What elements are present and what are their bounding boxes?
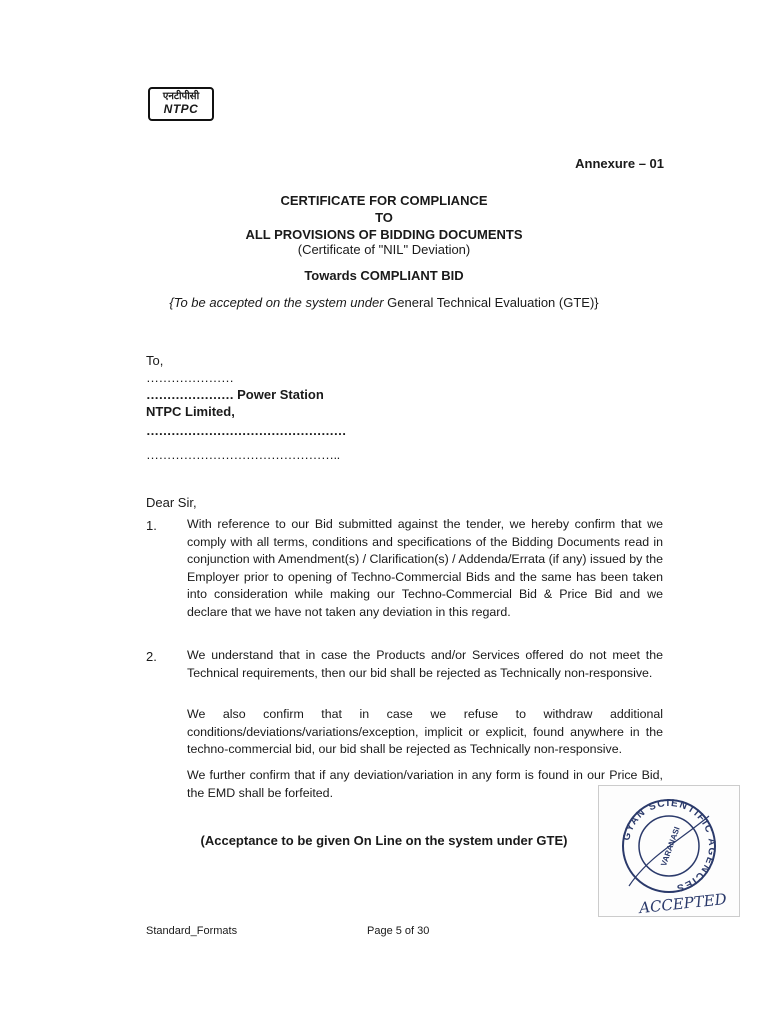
address-line-2-text: Power Station	[233, 387, 324, 402]
footer-page-number: Page 5 of 30	[367, 925, 430, 937]
ntpc-logo	[148, 87, 214, 121]
title-line-3: ALL PROVISIONS OF BIDDING DOCUMENTS	[245, 227, 523, 242]
item-2-paragraph-1: We understand that in case the Products and/or Services offered do not meet the Technical requirements, then our bid shall be rejected as Technically non-responsive.	[187, 648, 663, 680]
title-line-2: TO	[375, 210, 393, 225]
stamp-center-text: VARANASI	[659, 825, 682, 868]
salutation: Dear Sir,	[146, 495, 197, 510]
title-line-1: CERTIFICATE FOR COMPLIANCE	[280, 193, 488, 208]
address-line-1: …………………	[146, 370, 234, 385]
address-to: To,	[146, 353, 164, 368]
stamp-handwritten-text: ACCEPTED	[638, 890, 728, 916]
certificate-title	[0, 192, 768, 243]
item-2-number: 2.	[146, 649, 157, 664]
address-line-2	[146, 386, 324, 403]
gte-note	[0, 295, 768, 310]
certificate-subtitle: (Certificate of "NIL" Deviation)	[297, 242, 471, 257]
acceptance-note: (Acceptance to be given On Line on the system under GTE)	[200, 833, 568, 848]
gte-note-italic: {To be accepted on the system under	[169, 295, 384, 310]
logo-hindi-text: एनटीपीसी	[162, 91, 200, 102]
gte-note-rest: General Technical Evaluation (GTE)}	[383, 295, 599, 310]
item-1-paragraph-1: With reference to our Bid submitted against the tender, we hereby confirm that we comply with all terms, conditions and specifications of the Bidding Documents read in conjunction with Amendment(s) / Clarification(s) / Addenda/Errata (if any) issued by the Employer prior to opening of Techno-Commercial Bids and the same has been taken into consideration while making our Techno-Commercial Bid & Price Bid and we declare that we have not taken any deviation in this regard.	[187, 517, 663, 619]
item-2-paragraph-2: We also confirm that in case we refuse to withdraw additional conditions/deviations/variations/exception, implicit or explicit, found anywhere in the techno-commercial bid, our bid shall be rejected as Technically non-responsive.	[187, 707, 663, 757]
address-line-5: ………………………………………..	[146, 447, 340, 462]
item-2-paragraph-3: We further confirm that if any deviation/variation in any form is found in our Price Bid, the EMD shall be forfeited.	[187, 768, 663, 800]
towards-heading: Towards COMPLIANT BID	[304, 268, 464, 283]
stamp-ring-text: GYAN SCIENTIFIC AGENCIES	[621, 797, 718, 894]
address-line-2-dots: …………………	[146, 387, 234, 402]
address-line-3: NTPC Limited,	[146, 404, 235, 419]
annexure-label: Annexure – 01	[575, 156, 664, 171]
logo-english-text: NTPC	[163, 102, 199, 116]
company-stamp	[598, 785, 740, 917]
item-1-number: 1.	[146, 518, 157, 533]
address-line-4: …………………………………………	[146, 423, 346, 438]
footer-format-name: Standard_Formats	[146, 925, 238, 937]
